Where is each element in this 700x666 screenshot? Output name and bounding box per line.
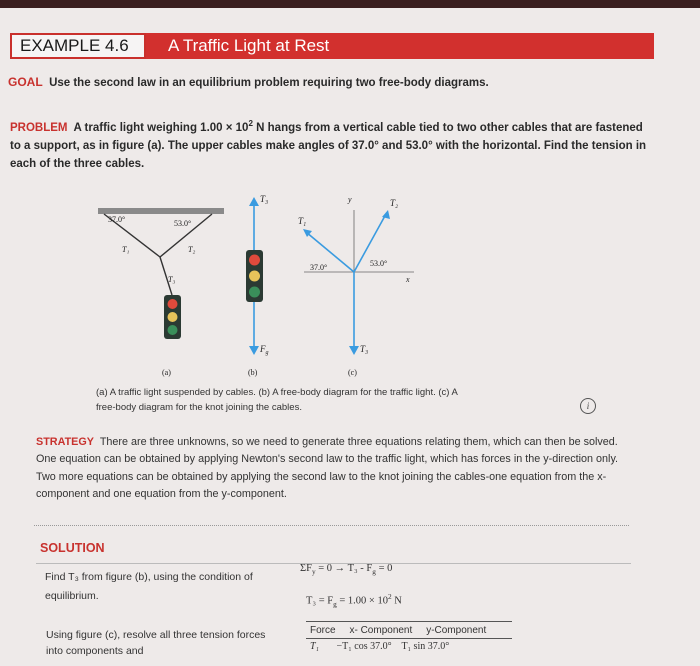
table-header-x: x- Component [349,625,413,636]
goal-keyword: GOAL [8,75,43,89]
top-bar [0,0,700,8]
traffic-light-figure [84,190,484,385]
light-green-a [168,325,178,335]
label-t3-a: T₃ [168,275,176,284]
label-t3-c: T₃ [360,344,369,354]
angle-left-a: 37.0° [108,215,126,224]
label-y-c: y [348,195,352,204]
goal-text: Use the second law in an equilibrium problem requiring two free-body diagrams. [49,77,489,89]
label-t3-b: T₃ [260,194,269,204]
light-yellow-a [168,312,178,322]
angle-right-a: 53.0° [174,219,192,228]
strategy-text: There are three unknowns, so we need to generate three equations relating them, which can then be solved. One equation can be obtained by applying Newton's second law to the traffic light, which has forces in the y-direction only. Two more equations can be obtained by applying the second law to the knot joining the cables-one equation from the x-component and one equation from the y-component. [36,436,619,500]
info-icon[interactable]: i [580,398,596,414]
problem-exponent: 2 [248,119,253,128]
label-t1-a: T₁ [122,245,130,254]
example-label: EXAMPLE 4.6 [10,33,146,59]
light-red-b [249,255,260,266]
arrow-t3-c [349,346,359,355]
panel-a-label: (a) [162,368,171,377]
table-cell-force: T₁ [310,641,320,652]
panel-c-label: (c) [348,368,357,377]
label-x-c: x [406,275,410,284]
label-t2-c: T₂ [390,198,399,208]
equation-t3-value: $T_3 = F_g = 1.00 \times 10^2$ N [306,592,402,609]
arrow-fg-b [249,346,259,355]
component-table-header [310,625,486,636]
angle-left-c: 37.0° [310,263,328,272]
table-header-rule [306,638,512,639]
table-top-rule [306,621,512,622]
light-red-a [168,299,178,309]
light-green-b [249,287,260,298]
solution-title: SOLUTION [40,541,105,555]
example-title: A Traffic Light at Rest [146,33,654,59]
arrow-t3-b [249,197,259,206]
table-header-force: Force [310,625,336,636]
problem-keyword: PROBLEM [10,121,68,134]
table-cell-x: −T₁ cos 37.0° [336,641,392,652]
label-fg-b: $F_g$ [260,344,269,356]
label-t1-c: T₁ [298,216,307,226]
label-t2-a: T₂ [188,245,196,254]
problem-text-1: A traffic light weighing 1.00 × 10 [73,121,249,134]
table-cell-y: T₁ sin 37.0° [401,641,450,652]
strategy-keyword: STRATEGY [36,436,94,448]
problem-text-2: N hangs from a vertical cable tied to two other cables that are fastened to a support, as in figure (a). The upper cables make angles of 37.0° and 53.0° with the horizontal. Find the tension in each of the three cables. [10,121,647,170]
equation-sum-fy: $\Sigma F_y = 0 \to T_3 - F_g = 0$ [300,563,393,577]
table-row [310,641,449,652]
example-header [10,33,654,59]
figure-caption: (a) A traffic light suspended by cables. (b) A free-body diagram for the traffic light. (c) A free-body diagram for the knot joining the cables. [96,387,458,413]
goal-section [8,75,489,89]
find-t3-text: Find T₃ from figure (b), using the condition of equilibrium. [45,571,253,602]
table-header-y: y-Component [426,625,487,636]
strategy-section [36,434,636,503]
problem-section [10,115,650,173]
using-figure-c-text: Using figure (c), resolve all three tension forces into components and [46,629,266,657]
angle-right-c: 53.0° [370,259,388,268]
section-divider [34,525,629,526]
ceiling-support [98,208,224,214]
light-yellow-b [249,271,260,282]
panel-b-label: (b) [248,368,258,377]
